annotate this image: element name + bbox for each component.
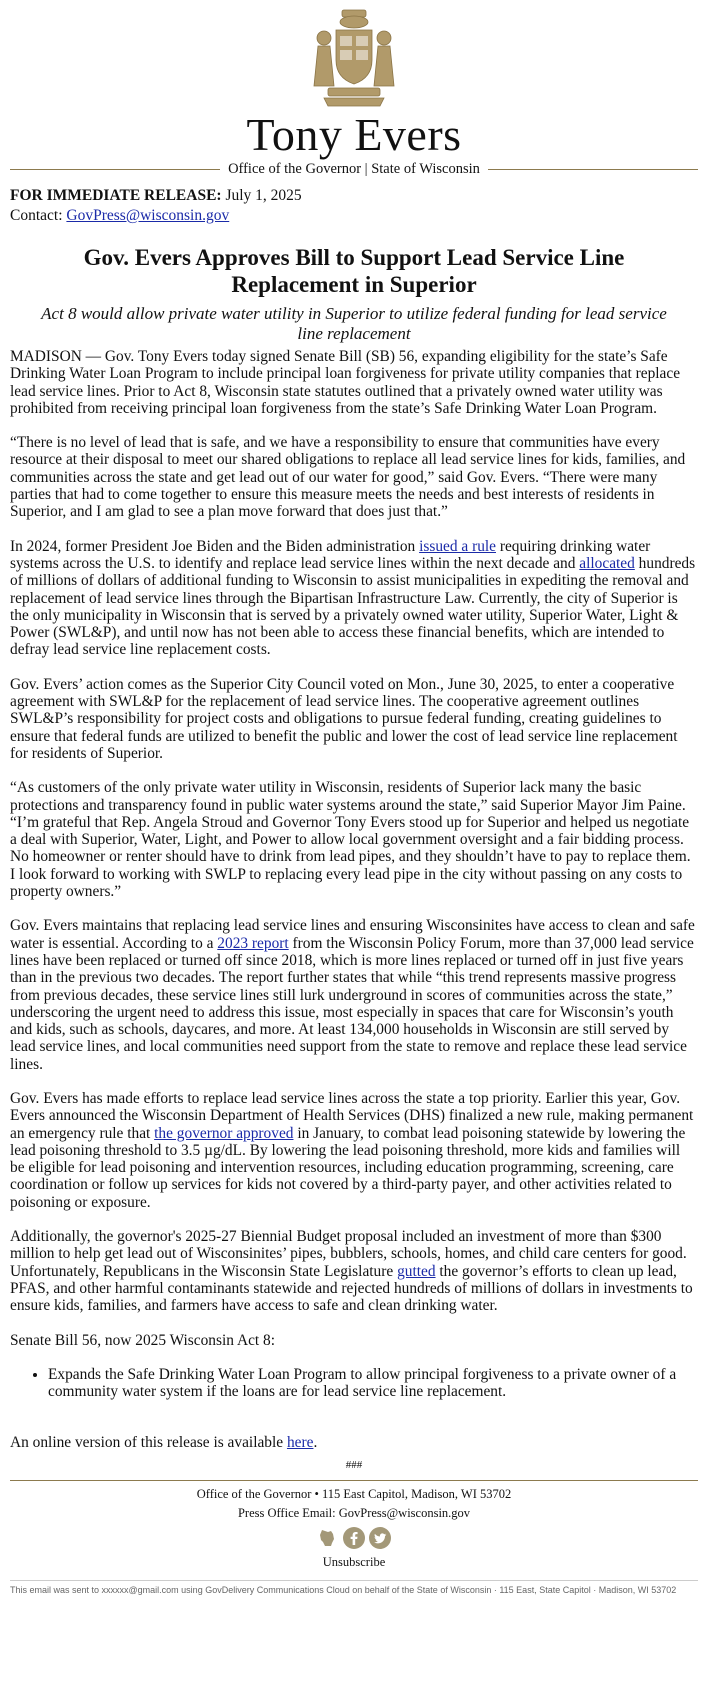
unsubscribe-link[interactable]: Unsubscribe [322,1555,386,1570]
footer [0,1485,708,1523]
wisconsin-seal-icon [294,8,414,110]
release-date: July 1, 2025 [225,187,302,204]
paragraph-4: Gov. Evers’ action comes as the Superior City Council voted on Mon., June 30, 2025, to enter a cooperative agreement with SWL&P for the replacement of lead service lines. The cooperative agreement outlines SWL&P’s responsibility for project costs and obligations to pursue federal funding, creating guidelines to ensure that federal funds are utilized to benefit the public and lower the cost of lead service line replacement for residents of Superior. [10,675,678,762]
governor-name: Tony Evers [246,109,462,160]
contact-label: Contact: [10,207,63,224]
paragraph-8-text-a: Additionally, the governor's 2025-27 Biennial Budget proposal included an investment of more than $300 million to help get lead out of Wisconsinites’ pipes, bubblers, schools, homes, and child care centers for good. Unfortunately, Republicans in the Wisconsin State Legislature [10,1228,687,1280]
paragraph-8 [10,1228,698,1314]
online-version-link[interactable]: here [286,1434,314,1452]
paragraph-3 [10,538,698,659]
contact-line [10,206,698,226]
paragraph-7-text-b: in January, to combat lead poisoning statewide by lowering the lead poisoning threshold to 3.5 µg/dL. By lowering the lead poisoning threshold, more kids and families will be eligible for lead poisoning and intervention resources, including education programming, screening, care coordination or follow up services for kids not covered by a third-party payer, and other activities related to poisoning or exposure. [10,1124,686,1211]
online-version-text: An online version of this release is available [10,1434,287,1452]
footer-address: Office of the Governor • 115 East Capitol, Madison, WI 53702 [196,1487,512,1502]
paragraph-3-text-b: requiring drinking water systems across the U.S. to identify and replace lead service lines within the next decade and [10,537,651,572]
social-links [0,1527,708,1549]
contact-email-link[interactable]: GovPress@wisconsin.gov [66,207,230,224]
footer-divider [10,1480,698,1481]
2023-report-link[interactable]: 2023 report [217,934,289,952]
paragraph-5: “As customers of the only private water utility in Wisconsin, residents of Superior lack many the basic protections and transparency found in public water systems around the state,” said Superior Mayor Jim Paine. “I’m grateful that Rep. Angela Stroud and Governor Tony Evers stood up for Superior and helped us negotiate a deal with Superior, Water, Light, and Power to allow local government oversight and a fair bidding process. No homeowner or renter should have to drink from lead pipes, and they shouldn’t have to pay to replace them. I look forward to working with SWLP to replacing every lead pipe in the city without passing on any costs to property owners.” [10,779,691,901]
release-date-line [10,186,698,206]
article-title: Gov. Evers Approves Bill to Support Lead Service Line Replacement in Superior [83,245,625,297]
masthead [0,0,708,180]
paragraph-3-text-a: In 2024, former President Joe Biden and the Biden administration [10,537,420,555]
paragraph-1: MADISON — Gov. Tony Evers today signed Senate Bill (SB) 56, expanding eligibility for the state’s Safe Drinking Water Loan Program to include principal loan forgiveness for private utility companies that replace lead service lines. Prior to Act 8, Wisconsin state statutes outlined that a privately owned water utility was prohibited from receiving principal loan forgiveness from the state’s Safe Drinking Water Loan Program. [10,348,681,417]
governor-approved-link[interactable]: the governor approved [154,1124,294,1142]
paragraph-9: Senate Bill 56, now 2025 Wisconsin Act 8: [10,1331,275,1349]
end-mark: ### [345,1458,363,1471]
release-info [10,186,698,226]
paragraph-6 [10,917,698,1073]
paragraph-7 [10,1090,698,1211]
email-disclaimer: This email was sent to xxxxxx@gmail.com using GovDelivery Communications Cloud on behalf of the State of Wisconsin · 115 East, State Capitol · Madison, WI 53702 [10,1585,677,1596]
office-label: Office of the Governor | State of Wisconsin [220,161,488,177]
release-label: FOR IMMEDIATE RELEASE: [10,187,222,204]
article-subtitle: Act 8 would allow private water utility in Superior to utilize federal funding for lead service line replacement [41,304,667,343]
twitter-icon[interactable] [369,1527,391,1549]
paragraph-7-text-a: Gov. Evers has made efforts to replace lead service lines across the state a top priority. Earlier this year, Gov. Evers announced the Wisconsin Department of Health Services (DHS) finalized a new rule, making permanent an emergency rule that [10,1089,694,1142]
paragraph-6-text-b: from the Wisconsin Policy Forum, more than 37,000 lead service lines have been replaced or turned off since 2018, which is more lines replaced or turned off in just five years than in the previous two decades. The report further states that while “this trend represents massive progress from previous decades, these service lines still lurk underground in scores of communities across the state,” underscoring the urgent need to address this issue, most especially in spaces that care for Wisconsin’s youth and kids, such as schools, daycares, and more. At least 134,000 households in Wisconsin are still served by lead service lines, and local communities need support from the state to remove and replace these lead service lines. [10,934,694,1073]
release-body [0,186,708,1474]
bill-provisions-list [10,1366,698,1401]
paragraph-2: “There is no level of lead that is safe, and we have a responsibility to ensure that communities have every resource at their disposal to meet our shared obligations to replace all lead service lines for kids, families, and communities across the state and get lead out of our water for good,” said Gov. Evers. “There were many parties that had to come together to ensure this measure meets the needs and best interests of residents in Superior, and I am glad to see a plan move forward that does just that.” [10,434,686,521]
paragraph-3-text-c: hundreds of millions of dollars of additional funding to Wisconsin to assist municipalities in expediting the removal and replacement of lead service lines through the Bipartisan Infrastructure Law. Currently, the city of Superior is the only municipality in Wisconsin that is served by a privately owned water utility, Superior Water, Light & Power (SWL&P), and until now has not been able to access these financial benefits, which are intended to defray lead service line replacement costs. [10,554,696,659]
footer-press-email: Press Office Email: GovPress@wisconsin.gov [237,1506,471,1521]
online-version-line [10,1434,698,1451]
gutted-link[interactable]: gutted [397,1262,436,1280]
facebook-icon[interactable] [343,1527,365,1549]
unsubscribe-line [0,1555,708,1570]
list-item: • Expands the Safe Drinking Water Loan Program to allow principal forgiveness to a private owner of a community water system if the loans are for lead service line replacement. [48,1366,698,1401]
paragraph-6-text-a: Gov. Evers maintains that replacing lead service lines and ensuring Wisconsinites have access to clean and safe water is essential. According to a [10,917,695,952]
issued-a-rule-link[interactable]: issued a rule [419,537,496,555]
online-version-period: . [313,1434,318,1452]
allocated-link[interactable]: allocated [579,554,635,572]
office-line [0,160,708,180]
wisconsin-state-icon[interactable] [317,1527,339,1549]
paragraph-8-text-b: the governor’s efforts to clean up lead, PFAS, and other harmful contaminants statewide and rejected hundreds of millions of dollars in investments to ensure kids, families, and farmers have access to safe and clean drinking water. [10,1262,693,1315]
